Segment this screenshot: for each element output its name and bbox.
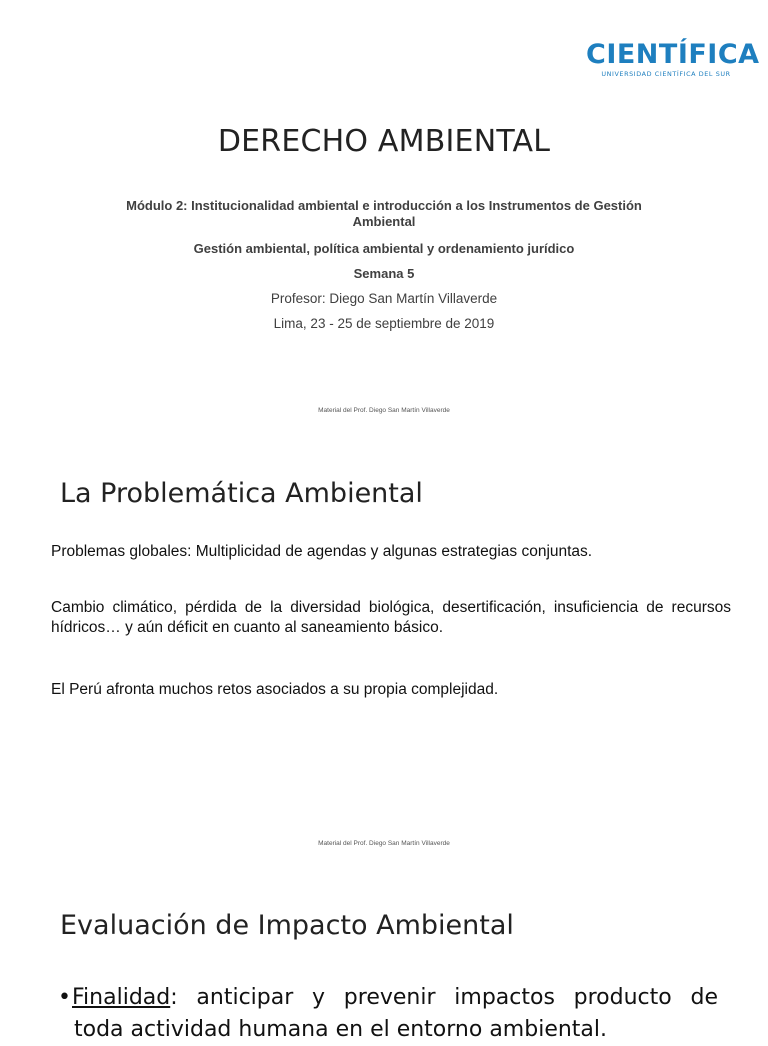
slide-2 (0, 432, 768, 864)
cientifica-logo (586, 39, 760, 79)
paragraph-climate-change: Cambio climático, pérdida de la diversidad biológica, desertificación, insuficiencia de recursos hídricos… y aún déficit en cuanto al saneamiento básico. (51, 599, 731, 636)
slide-3 (0, 864, 768, 1042)
module-heading: Módulo 2: Institucionalidad ambiental e introducción a los Instrumentos de Gestión Ambiental (126, 198, 642, 229)
slide-title: Evaluación de Impacto Ambiental (60, 910, 514, 941)
professor-name: Profesor: Diego San Martín Villaverde (270, 291, 498, 306)
bullet-marker: • (58, 985, 71, 1010)
paragraph-global-problems: Problemas globales: Multiplicidad de agendas y algunas estrategias conjuntas. (51, 543, 593, 560)
bullet-term: Finalidad (72, 985, 171, 1010)
slide-1 (0, 0, 768, 432)
slide-title: DERECHO AMBIENTAL (217, 124, 551, 159)
bullet-text-continuation: toda actividad humana en el entorno ambiental. (74, 1017, 608, 1042)
bullet-text: : anticipar y prevenir impactos producto de (170, 985, 718, 1010)
slide-title: La Problemática Ambiental (60, 478, 423, 509)
date-place: Lima, 23 - 25 de septiembre de 2019 (273, 316, 495, 331)
logo-wordmark: CIENTÍFICA (586, 39, 760, 70)
slide-footer: Material del Prof. Diego San Martín Villaverde (318, 840, 450, 847)
logo-subtitle: UNIVERSIDAD CIENTÍFICA DEL SUR (601, 70, 731, 78)
topic-heading: Gestión ambiental, política ambiental y ordenamiento jurídico (193, 241, 575, 256)
week-label: Semana 5 (353, 266, 415, 281)
slide-footer: Material del Prof. Diego San Martín Villaverde (318, 407, 450, 414)
bullet-item (58, 982, 718, 1014)
paragraph-peru: El Perú afronta muchos retos asociados a su propia complejidad. (51, 681, 499, 698)
